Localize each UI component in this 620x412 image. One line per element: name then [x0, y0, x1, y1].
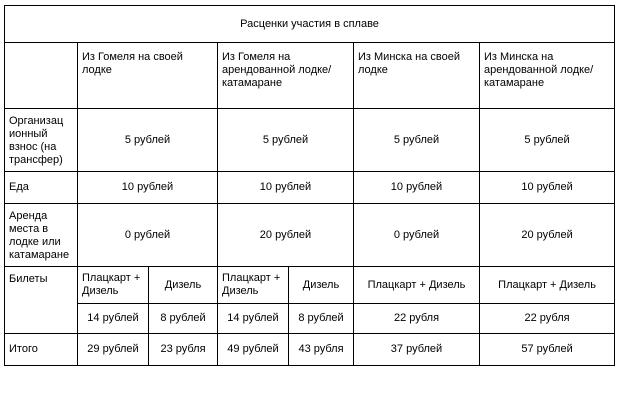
ticket-cost-gomel-rent-b: 8 рублей	[289, 304, 354, 334]
col-header-gomel-rent: Из Гомеля на арендованной лодке/катамаране	[218, 43, 354, 109]
col-header-minsk-own: Из Минска на своей лодке	[354, 43, 480, 109]
rent-minsk-rent: 20 рублей	[480, 204, 615, 267]
rent-gomel-own: 0 рублей	[78, 204, 218, 267]
row-label-fee: Организац ионный взнос (на трансфер)	[5, 109, 78, 172]
ticket-type-gomel-rent-b: Дизель	[289, 267, 354, 304]
ticket-cost-gomel-own-b: 8 рублей	[149, 304, 218, 334]
table-title: Расценки участия в сплаве	[5, 6, 615, 43]
total-gomel-rent-a: 49 рублей	[218, 334, 289, 366]
row-label-rent: Аренда места в лодке или катамаране	[5, 204, 78, 267]
ticket-cost-gomel-own-a: 14 рублей	[78, 304, 149, 334]
col-header-gomel-own: Из Гомеля на своей лодке	[78, 43, 218, 109]
total-gomel-rent-b: 43 рубля	[289, 334, 354, 366]
fee-gomel-own: 5 рублей	[78, 109, 218, 172]
rent-minsk-own: 0 рублей	[354, 204, 480, 267]
total-minsk-rent: 57 рублей	[480, 334, 615, 366]
fee-minsk-own: 5 рублей	[354, 109, 480, 172]
corner-cell	[5, 43, 78, 109]
total-minsk-own: 37 рублей	[354, 334, 480, 366]
total-gomel-own-b: 23 рубля	[149, 334, 218, 366]
row-label-total: Итого	[5, 334, 78, 366]
ticket-cost-minsk-own: 22 рубля	[354, 304, 480, 334]
food-gomel-own: 10 рублей	[78, 172, 218, 204]
row-label-tickets: Билеты	[5, 267, 78, 334]
fee-gomel-rent: 5 рублей	[218, 109, 354, 172]
ticket-type-minsk-rent: Плацкарт + Дизель	[480, 267, 615, 304]
ticket-type-minsk-own: Плацкарт + Дизель	[354, 267, 480, 304]
food-minsk-own: 10 рублей	[354, 172, 480, 204]
ticket-type-gomel-own-b: Дизель	[149, 267, 218, 304]
fee-minsk-rent: 5 рублей	[480, 109, 615, 172]
ticket-type-gomel-rent-a: Плацкарт + Дизель	[218, 267, 289, 304]
pricing-table	[4, 5, 615, 366]
col-header-minsk-rent: Из Минска на арендованной лодке/катамаране	[480, 43, 615, 109]
ticket-cost-gomel-rent-a: 14 рублей	[218, 304, 289, 334]
total-gomel-own-a: 29 рублей	[78, 334, 149, 366]
ticket-cost-minsk-rent: 22 рубля	[480, 304, 615, 334]
food-gomel-rent: 10 рублей	[218, 172, 354, 204]
rent-gomel-rent: 20 рублей	[218, 204, 354, 267]
food-minsk-rent: 10 рублей	[480, 172, 615, 204]
ticket-type-gomel-own-a: Плацкарт + Дизель	[78, 267, 149, 304]
row-label-food: Еда	[5, 172, 78, 204]
